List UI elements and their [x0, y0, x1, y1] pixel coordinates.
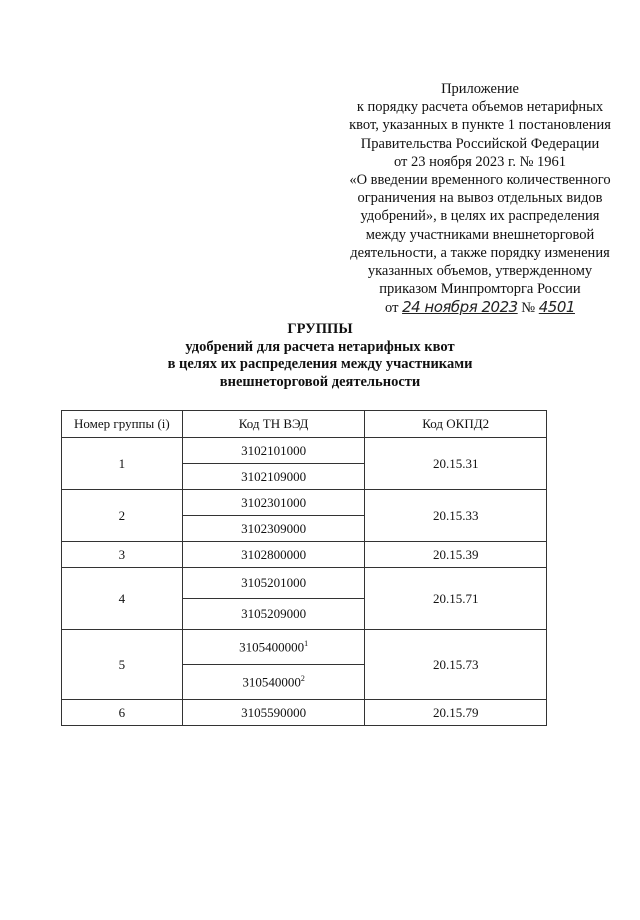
handwritten-number: 4501 — [538, 298, 575, 317]
tn-ved-code-cell: 3102800000 — [182, 542, 365, 568]
document-heading — [100, 321, 540, 391]
tn-ved-code: 310540000 — [242, 674, 301, 690]
footnote-mark: 1 — [304, 638, 309, 648]
sign-prefix: от — [385, 300, 399, 317]
group-number-cell: 3 — [62, 542, 183, 568]
appendix-block — [330, 80, 630, 318]
appendix-line: деятельности, а также порядку изменения — [350, 244, 610, 261]
group-number-cell: 2 — [62, 490, 183, 542]
tn-ved-code-cell: 3105590000 — [182, 700, 365, 726]
table-row — [62, 630, 547, 665]
okpd2-code-cell: 20.15.73 — [365, 630, 547, 700]
header-tn-ved-code: Код ТН ВЭД — [182, 411, 365, 438]
okpd2-code-cell: 20.15.31 — [365, 438, 547, 490]
appendix-line: «О введении временного количественного — [349, 172, 611, 189]
appendix-line: от 23 ноября 2023 г. № 1961 — [393, 153, 567, 170]
appendix-line: между участниками внешнеторговой — [365, 226, 595, 243]
appendix-line: ограничения на вывоз отдельных видов — [357, 190, 603, 207]
table-row — [62, 542, 547, 568]
appendix-line: Приложение — [441, 81, 519, 97]
table-header-row — [62, 411, 547, 438]
header-okpd2-code: Код ОКПД2 — [365, 411, 547, 438]
okpd2-code-cell: 20.15.33 — [365, 490, 547, 542]
table-row — [62, 490, 547, 516]
tn-ved-code-cell — [182, 665, 365, 700]
tn-ved-code: 3105400000 — [239, 639, 305, 655]
sign-number-label: № — [521, 300, 536, 317]
heading-line: в целях их распределения между участниками — [167, 356, 473, 372]
group-number-cell: 6 — [62, 700, 183, 726]
group-number-cell: 5 — [62, 630, 183, 700]
appendix-line: квот, указанных в пункте 1 постановления — [349, 117, 611, 134]
order-signature-line — [330, 298, 630, 317]
heading-line: удобрений для расчета нетарифных квот — [185, 338, 455, 355]
tn-ved-code-cell: 3102101000 — [182, 438, 365, 464]
okpd2-code-cell: 20.15.79 — [365, 700, 547, 726]
table-row — [62, 438, 547, 464]
appendix-line: указанных объемов, утвержденному — [367, 263, 593, 280]
okpd2-code-cell: 20.15.39 — [365, 542, 547, 568]
handwritten-date: 24 ноября 2023 — [402, 298, 518, 317]
okpd2-code-cell: 20.15.71 — [365, 568, 547, 630]
tn-ved-code-cell: 3105201000 — [182, 568, 365, 599]
tn-ved-code-cell: 3102109000 — [182, 464, 365, 490]
table-row — [62, 568, 547, 599]
group-number-cell: 1 — [62, 438, 183, 490]
appendix-line: удобрений», в целях их распределения — [360, 208, 600, 225]
fertilizer-groups-table — [61, 410, 547, 726]
heading-title: ГРУППЫ — [287, 321, 353, 337]
footnote-mark: 2 — [300, 673, 305, 683]
group-number-cell: 4 — [62, 568, 183, 630]
tn-ved-code-cell: 3102309000 — [182, 516, 365, 542]
header-group-number: Номер группы (i) — [62, 411, 183, 438]
tn-ved-code-cell — [182, 630, 365, 665]
tn-ved-code-cell: 3105209000 — [182, 599, 365, 630]
table-row — [62, 700, 547, 726]
appendix-line: к порядку расчета объемов нетарифных — [356, 99, 604, 116]
tn-ved-code-cell: 3102301000 — [182, 490, 365, 516]
heading-line: внешнеторговой деятельности — [219, 373, 421, 390]
appendix-line: Правительства Российской Федерации — [360, 135, 600, 152]
appendix-line: приказом Минпромторга России — [379, 281, 581, 298]
